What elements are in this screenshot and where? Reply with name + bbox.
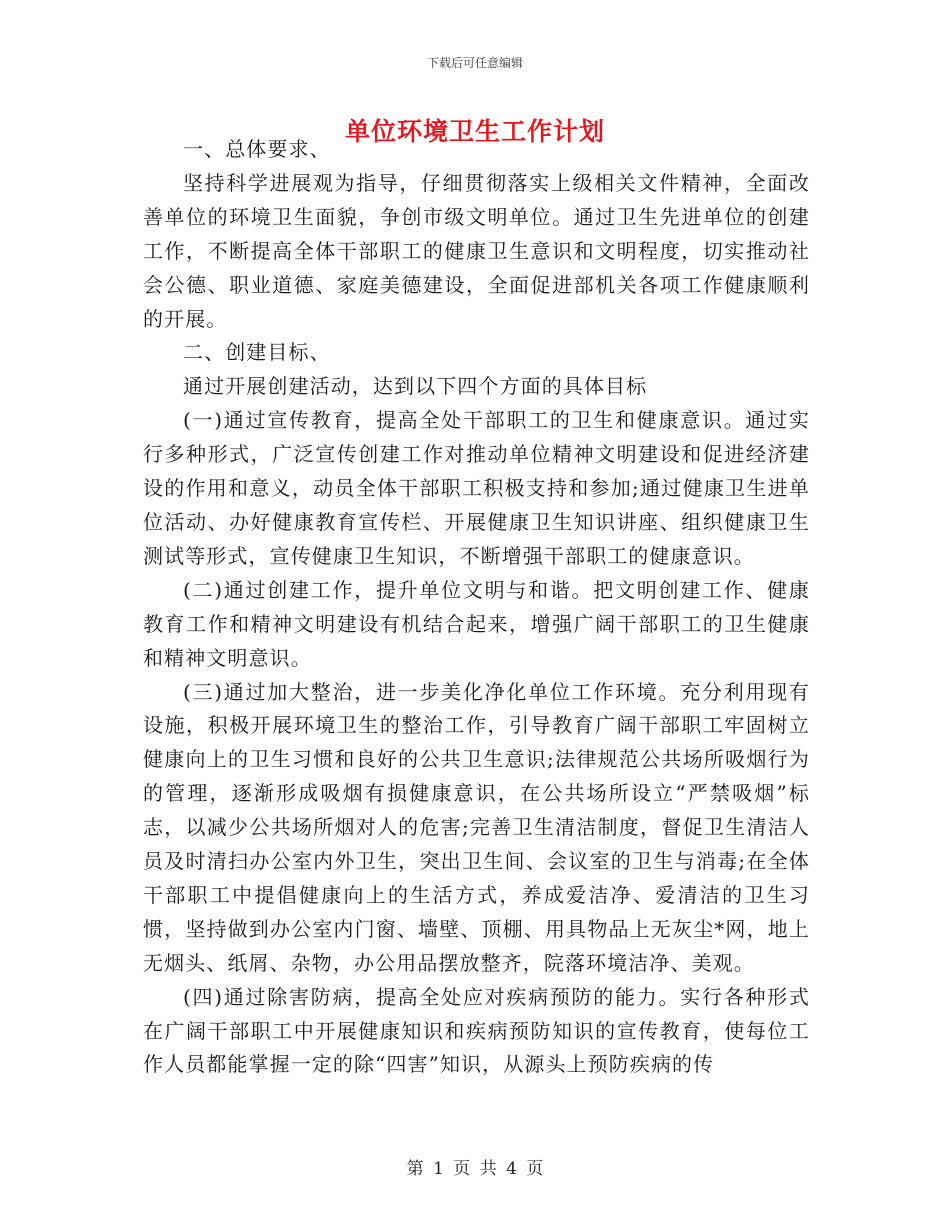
paragraph-goal-1: (一)通过宣传教育，提高全处干部职工的卫生和健康意识。通过实行多种形式，广泛宣传创建工作对推动单位精神文明建设和促进经济建设的作用和意义，动员全体干部职工积极支持和参加;通过健康卫生进单位活动、办好健康教育宣传栏、开展健康卫生知识讲座、组织健康卫生测试等形式，宣传健康卫生知识，不断增强干部职工的健康意识。 (143, 408, 810, 568)
paragraph-goal-3: (三)通过加大整治，进一步美化净化单位工作环境。充分利用现有设施，积极开展环境卫生的整治工作，引导教育广阔干部职工牢固树立健康向上的卫生习惯和良好的公共卫生意识;法律规范公共场所吸烟行为的管理，逐渐形成吸烟有损健康意识，在公共场所设立“严禁吸烟”标志，以减少公共场所烟对人的危害;完善卫生清洁制度，督促卫生清洁人员及时清扫办公室内外卫生，突出卫生间、会议室的卫生与消毒;在全体干部职工中提倡健康向上的生活方式，养成爱洁净、爱清洁的卫生习惯，坚持做到办公室内门窗、墙壁、顶棚、用具物品上无灰尘*网，地上无烟头、纸屑、杂物，办公用品摆放整齐，院落环境洁净、美观。 (143, 679, 810, 975)
section-heading-2: 二、创建目标、 (183, 340, 331, 365)
document-title: 单位环境卫生工作计划 (344, 117, 605, 146)
paragraph-goals-intro: 通过开展创建活动，达到以下四个方面的具体目标 (183, 374, 648, 399)
section-heading-1: 一、总体要求、 (183, 137, 331, 161)
document-body (143, 133, 810, 1082)
paragraph-overview: 坚持科学进展观为指导，仔细贯彻落实上级相关文件精神，全面改善单位的环境卫生面貌，争创市级文明单位。通过卫生先进单位的创建工作，不断提高全体干部职工的健康卫生意识和文明程度，切实推动社会公德、职业道德、家庭美德建设，全面促进部机关各项工作健康顺利的开展。 (143, 170, 810, 331)
paragraph-goal-2: (二)通过创建工作，提升单位文明与和谐。把文明创建工作、健康教育工作和精神文明建设有机结合起来，增强广阔干部职工的卫生健康和精神文明意识。 (143, 577, 810, 670)
paragraph-goal-4: (四)通过除害防病，提高全处应对疾病预防的能力。实行各种形式在广阔干部职工中开展健康知识和疾病预防知识的宣传教育，使每位工作人员都能掌握一定的除“四害”知识，从源头上预防疾病的传 (143, 984, 810, 1077)
page-footer: 第 1 页 共 4 页 (406, 1159, 544, 1179)
header-note: 下载后可任意编辑 (426, 56, 523, 70)
